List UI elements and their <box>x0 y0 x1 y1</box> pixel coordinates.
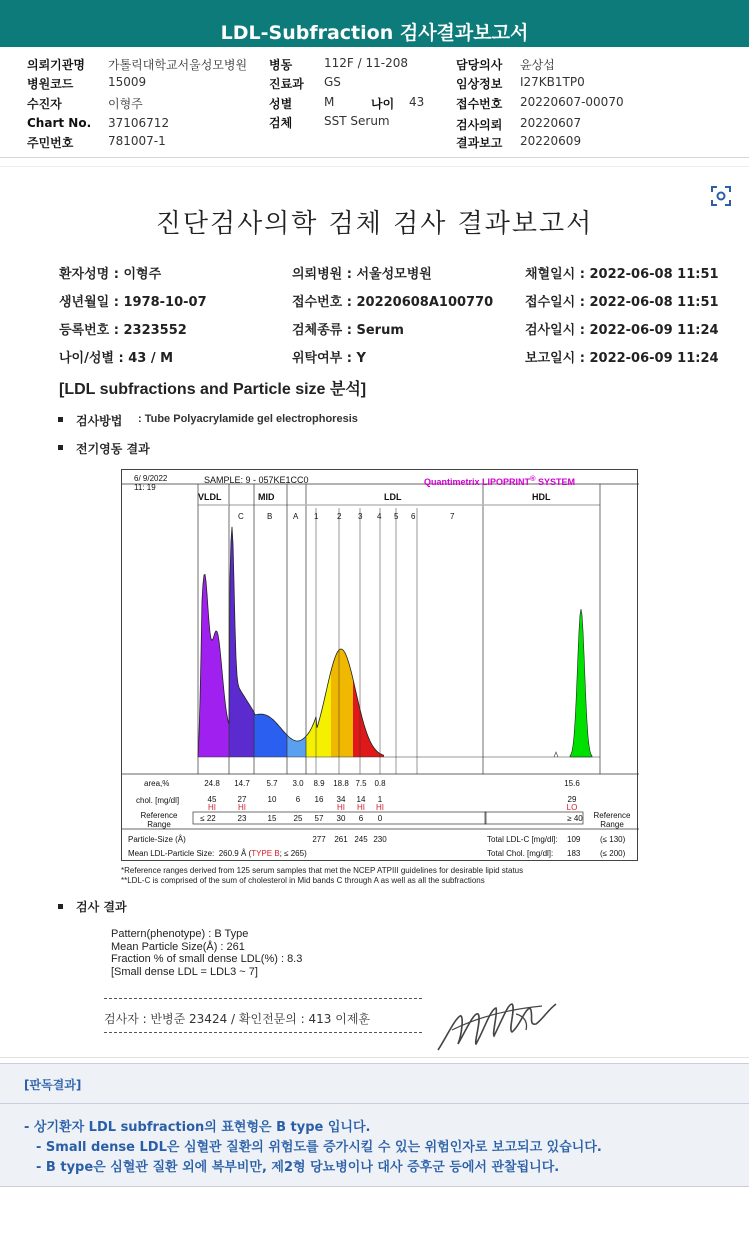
result-line: Pattern(phenotype) : B Type <box>111 928 249 940</box>
flag-value: HI <box>376 803 384 812</box>
field: 채혈일시 : 2022-06-08 11:51 <box>525 267 719 282</box>
handwritten-signature <box>432 990 562 1056</box>
chol-value: 45 <box>207 795 217 804</box>
divider <box>0 157 749 158</box>
bullet <box>58 904 63 909</box>
mid-b-band-area <box>254 712 287 757</box>
area-value: 7.5 <box>355 779 367 788</box>
info-value: 37106712 <box>108 116 170 130</box>
method-value: : Tube Polyacrylamide gel electrophoresis <box>138 413 358 425</box>
result-label: 검사 결과 <box>76 900 127 914</box>
total-ldl-label: Total LDL-C [mg/dl]: <box>487 835 558 844</box>
field: 접수일시 : 2022-06-08 11:51 <box>525 295 719 310</box>
band-label: 2 <box>337 512 342 521</box>
group-label-mid: MID <box>258 492 275 502</box>
brand-name: Quantimetrix LIPOPRINT <box>424 477 531 487</box>
footnote: **LDL-C is comprised of the sum of cholesterol in Mid bands C through A as well as all the subfractions <box>121 876 485 885</box>
info-label: 주민번호 <box>27 136 74 150</box>
band-label: A <box>293 512 299 521</box>
interpretation-line: - 상기환자 LDL subfraction의 표현형은 B type 입니다. <box>24 1120 371 1135</box>
info-label: 임상정보 <box>456 77 503 91</box>
ref-value: 25 <box>293 814 303 823</box>
info-label: 접수번호 <box>456 97 503 111</box>
chol-label: chol. [mg/dl] <box>136 796 180 805</box>
band-label: 4 <box>377 512 382 521</box>
info-value: M <box>324 95 335 109</box>
field: 나이/성별 : 43 / M <box>59 351 174 366</box>
band-label: C <box>238 512 244 521</box>
total-ldl-ref: (≤ 130) <box>600 835 626 844</box>
info-label: 결과보고 <box>456 136 503 150</box>
bullet <box>58 417 63 422</box>
info-label: Chart No. <box>27 116 92 130</box>
info-value: 윤상섭 <box>520 58 555 72</box>
dashed-rule <box>104 998 422 999</box>
result-line: [Small dense LDL = LDL3 ~ 7] <box>111 966 258 978</box>
result-line: Mean Particle Size(Å) : 261 <box>111 941 245 953</box>
mean-type-close: ; ≤ 265) <box>279 849 307 858</box>
info-label: 검체 <box>269 116 293 130</box>
area-value: 24.8 <box>204 779 220 788</box>
band-label: 3 <box>358 512 363 521</box>
field: 생년월일 : 1978-10-07 <box>59 295 207 310</box>
section-heading: [LDL subfractions and Particle size 분석] <box>59 381 367 398</box>
ref-value: ≥ 40 <box>567 814 583 823</box>
chart-time: 11: 19 <box>134 483 156 492</box>
lipoprint-chart <box>121 469 638 861</box>
particle-size-value: 261 <box>334 835 348 844</box>
chol-value: 29 <box>567 795 577 804</box>
signature-line: 검사자 : 반병준 23424 / 확인전문의 : 413 이제훈 <box>104 1012 371 1026</box>
ldl1-band-area <box>306 671 331 757</box>
flag-value: HI <box>337 803 345 812</box>
divider <box>0 166 749 167</box>
info-value: 가톨릭대학교서울성모병원 <box>108 58 248 72</box>
particle-size-value: 230 <box>373 835 387 844</box>
area-value: 18.8 <box>333 779 349 788</box>
field: 의뢰병원 : 서울성모병원 <box>292 267 432 282</box>
particle-size-value: 245 <box>354 835 368 844</box>
area-value: 8.9 <box>313 779 325 788</box>
chart-sample: SAMPLE: 9 - 057KE1CC0 <box>204 475 309 485</box>
info-value: 15009 <box>108 75 147 89</box>
info-value: 112F / 11-208 <box>324 56 408 70</box>
total-chol-label: Total Chol. [mg/dl]: <box>487 849 554 858</box>
flag-value: HI <box>238 803 246 812</box>
brand-tail: SYSTEM <box>535 477 576 487</box>
area-value: 0.8 <box>374 779 386 788</box>
info-label: 성별 <box>269 97 293 111</box>
mean-type-open: ( <box>248 849 252 858</box>
footnote: *Reference ranges derived from 125 serum samples that met the NCEP ATPIII guidelines for desirable lipid status <box>121 866 524 875</box>
total-chol-ref: (≤ 200) <box>600 849 626 858</box>
chol-value: 14 <box>356 795 366 804</box>
ref-value: 30 <box>336 814 346 823</box>
report-title: LDL-Subfraction 검사결과보고서 <box>220 22 529 44</box>
info-value: 20220607 <box>520 116 582 130</box>
signature-graphic <box>432 990 562 1056</box>
group-label-vldl: VLDL <box>198 492 222 502</box>
total-ldl-value: 109 <box>567 835 581 844</box>
info-value: SST Serum <box>324 114 390 128</box>
vldl-band-area <box>198 574 229 757</box>
chol-value: 16 <box>314 795 324 804</box>
ref-value: 23 <box>237 814 247 823</box>
band-label: 1 <box>314 512 319 521</box>
dashed-rule <box>104 1032 422 1033</box>
info-value: 20220609 <box>520 134 582 148</box>
flag-value: HI <box>208 803 216 812</box>
info-label: 병동 <box>269 58 293 72</box>
info-value: I27KB1TP0 <box>520 75 585 89</box>
chol-value: 6 <box>295 795 301 804</box>
particle-label: Particle-Size (Å) <box>128 835 186 844</box>
group-label-ldl: LDL <box>384 492 402 502</box>
interpretation-line: - B type은 심혈관 질환 외에 복부비만, 제2형 당뇨병이나 대사 증후군 등에서 관찰됩니다. <box>36 1160 560 1175</box>
divider <box>0 1057 749 1058</box>
info-value: GS <box>324 75 341 89</box>
ref-value: 6 <box>358 814 364 823</box>
brand-mark: ® <box>530 474 536 483</box>
band-label: 6 <box>411 512 416 521</box>
flag-value: LO <box>566 803 578 812</box>
info-label: 담당의사 <box>456 58 503 72</box>
hdl-peak <box>570 609 592 757</box>
ref-label-right: Reference Range <box>593 811 631 829</box>
info-value: 43 <box>409 95 425 109</box>
result-line: Fraction % of small dense LDL(%) : 8.3 <box>111 953 303 965</box>
divider <box>0 1103 749 1104</box>
info-value: 20220607-00070 <box>520 95 624 109</box>
info-label: 검사의뢰 <box>456 118 503 132</box>
total-chol-value: 183 <box>567 849 581 858</box>
area-value: 5.7 <box>266 779 278 788</box>
ldl3-band-area <box>353 679 374 757</box>
area-value: 3.0 <box>292 779 304 788</box>
document-title: 진단검사의학 검체 검사 결과보고서 <box>155 209 594 239</box>
mean-value: 260.9 Å <box>218 849 247 858</box>
info-label: 나이 <box>371 97 395 111</box>
field: 환자성명 : 이형주 <box>59 267 162 282</box>
area-value: 14.7 <box>234 779 250 788</box>
band-label: 5 <box>394 512 399 521</box>
info-label: 수진자 <box>27 97 62 111</box>
mean-particle <box>128 849 307 858</box>
hdl-minor-peak <box>554 752 558 757</box>
info-value: 이형주 <box>108 97 143 111</box>
ref-value: ≤ 22 <box>200 814 216 823</box>
band-label: B <box>267 512 273 521</box>
chol-value: 10 <box>267 795 277 804</box>
area-value: 15.6 <box>564 779 580 788</box>
group-label-hdl: HDL <box>532 492 551 502</box>
chol-value: 1 <box>377 795 383 804</box>
interpretation-line: - Small dense LDL은 심혈관 질환의 위험도를 증가시킬 수 있는 위험인자로 보고되고 있습니다. <box>36 1140 602 1155</box>
chart-brand <box>424 474 575 487</box>
chart-date: 6/ 9/2022 <box>134 474 168 483</box>
mean-type: TYPE B <box>251 849 280 858</box>
interpretation-panel <box>0 1063 749 1187</box>
interpretation-title: [판독결과] <box>24 1078 82 1092</box>
mean-label: Mean LDL-Particle Size: <box>128 849 215 858</box>
info-label: 의뢰기관명 <box>27 58 85 72</box>
method-label: 검사방법 <box>76 414 123 428</box>
ref-value: 0 <box>377 814 383 823</box>
electrophoresis-label: 전기영동 결과 <box>76 442 150 456</box>
ref-label: Reference Range <box>140 811 178 829</box>
field: 위탁여부 : Y <box>292 351 366 366</box>
mid-c-band-area <box>229 527 254 757</box>
info-label: 진료과 <box>269 77 304 91</box>
info-value: 781007-1 <box>108 134 166 148</box>
area-label: area,% <box>144 779 170 788</box>
flag-value: HI <box>357 803 365 812</box>
chol-value: 34 <box>336 795 346 804</box>
band-label: 7 <box>450 512 455 521</box>
particle-size-value: 277 <box>312 835 326 844</box>
ref-value: 57 <box>314 814 324 823</box>
bullet <box>58 445 63 450</box>
field: 검사일시 : 2022-06-09 11:24 <box>525 323 719 338</box>
report-title-bar <box>0 0 749 47</box>
field: 검체종류 : Serum <box>292 323 404 338</box>
field: 접수번호 : 20220608A100770 <box>292 295 494 310</box>
info-label: 병원코드 <box>27 77 74 91</box>
field: 보고일시 : 2022-06-09 11:24 <box>525 351 719 366</box>
ref-value: 15 <box>267 814 277 823</box>
chol-value: 27 <box>237 795 247 804</box>
field: 등록번호 : 2323552 <box>59 323 187 338</box>
